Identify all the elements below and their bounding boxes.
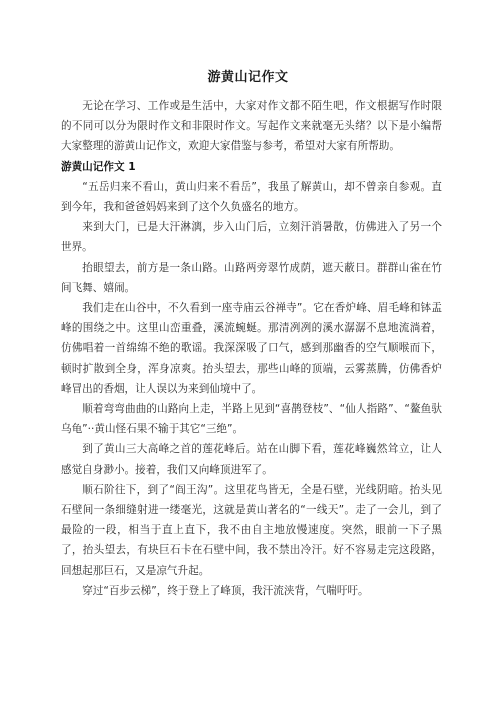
intro-paragraph: 无论在学习、工作或是生活中，大家对作文都不陌生吧，作文根据写作时限的不同可以分为限时作文和非限时作文。写起作文来就毫无头绪？以下是小编帮大家整理的游黄山记作文，欢迎大家借鉴与参考，希望对大家有所帮助。 — [61, 100, 442, 153]
body-paragraph: 穿过“百步云梯”，终于登上了峰顶，我汗流浃背，气喘吁吁。 — [82, 584, 369, 597]
body-paragraph: 我们走在山谷中，不久看到一座寺庙云谷禅寺”。它在香炉峰、眉毛峰和钵盂峰的围绕之中。这里山峦重叠，溪流蜿蜒。那清冽冽的溪水潺潺不息地流淌着，仿佛唱着一首绵绵不绝的歌谣。我深深吸了口气，感到那幽香的空气顺喉而下，顿时扩散到全身，浑身凉爽。抬头望去，那些山峰的顶端，云雾蒸腾，仿佛香炉峰冒出的香烟，让人误以为来到仙境中了。 — [61, 302, 442, 395]
body-paragraph: 抬眼望去，前方是一条山路。山路两旁翠竹成荫，遮天蔽日。群群山雀在竹间飞舞、嬉闹。 — [61, 261, 442, 294]
body-paragraph: “五岳归来不看山，黄山归来不看岳”，我虽了解黄山，却不曾亲自参观。直到今年，我和爸爸妈妈来到了这个久负盛名的地方。 — [61, 180, 442, 214]
document-title: 游黄山记作文 — [207, 70, 289, 85]
body-paragraph: 顺着弯弯曲曲的山路向上走，半路上见到“喜鹊登枝”、“仙人指路”、“鳌鱼驮乌龟”··黄山怪石果不输于其它“三绝”。 — [61, 403, 442, 436]
section-heading: 游黄山记作文 1 — [61, 160, 136, 173]
body-paragraph: 到了黄山三大高峰之首的莲花峰后。站在山脚下看，莲花峰巍然耸立，让人感觉自身渺小。接着，我们又向峰顶进军了。 — [61, 443, 442, 476]
body-paragraph: 顺石阶往下，到了“阎王沟”。这里花鸟皆无，全是石壁，光线阴暗。抬头见石壁间一条细缝射进一缕毫光，这就是黄山著名的“一线天”。走了一会儿，到了最险的一段，相当于直上直下，我不由自主地放慢速度。突然，眼前一下子黑了，抬头望去，有块巨石卡在石壁中间，我不禁出冷汗。好不容易走完这段路，回想起那巨石，又是凉气升起。 — [61, 483, 442, 577]
body-paragraph: 来到大门，已是大汗淋漓，步入山门后，立刻汗消暑散，仿佛进入了另一个世界。 — [61, 221, 442, 254]
document-body — [61, 96, 442, 601]
